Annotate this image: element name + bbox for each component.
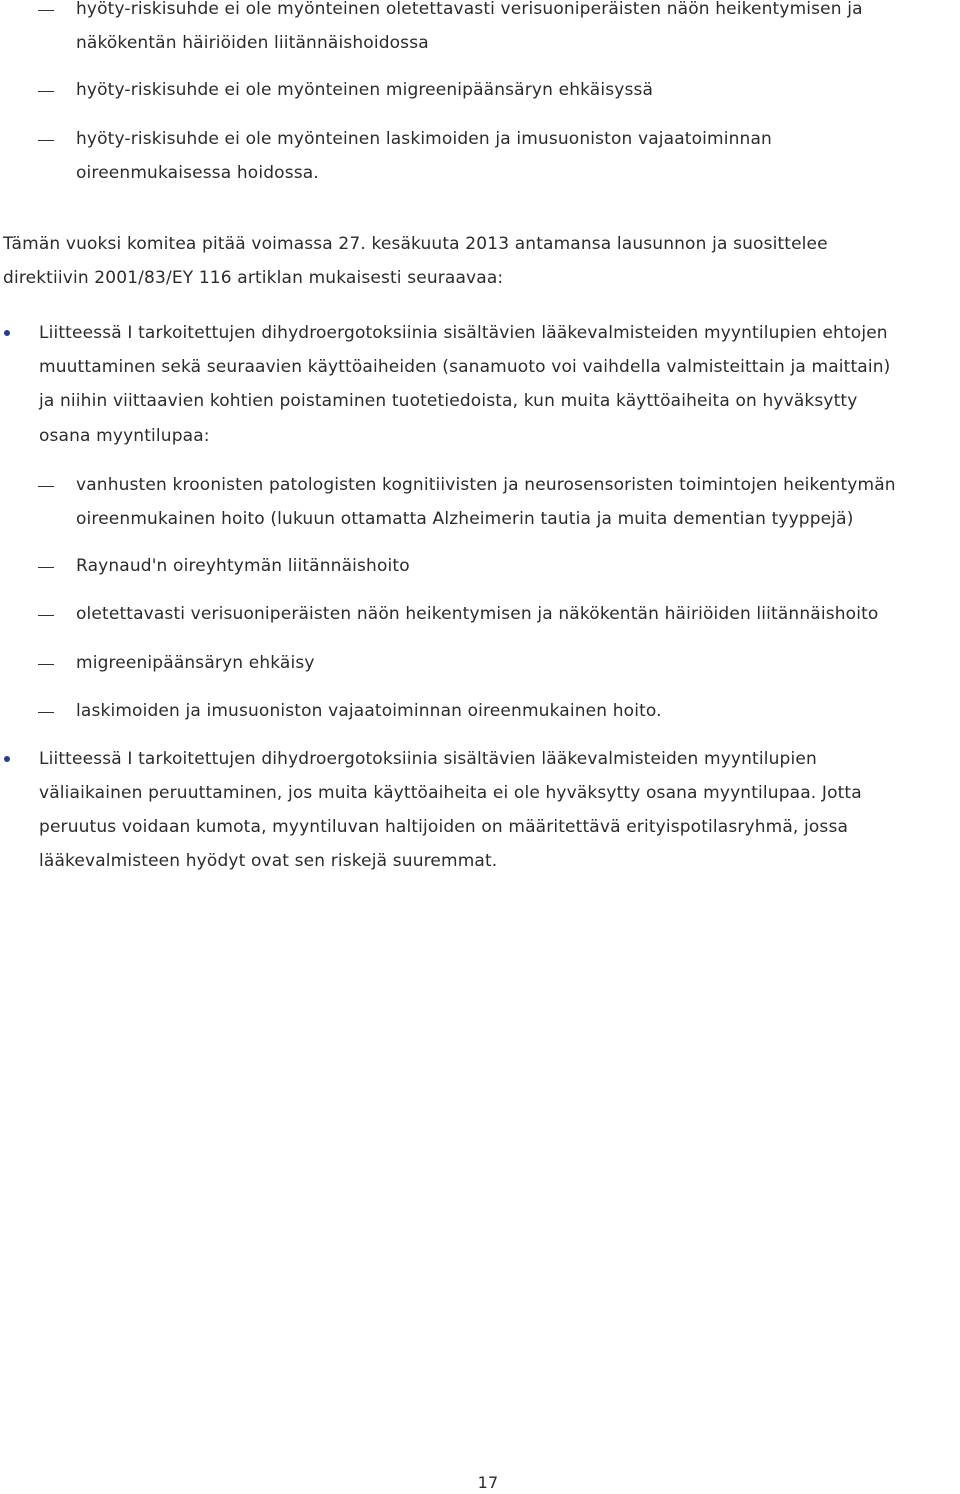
bullet-text-line: ja niihin viittaavien kohtien poistaminen tuotetiedoista, kun muita käyttöaiheita on hyväksytty [39,391,858,411]
bullet-text-line: peruutus voidaan kumota, myyntiluvan haltijoiden on määritettävä erityispotilasryhmä, jossa [39,817,849,837]
sub-list-line: Raynaud'n oireyhtymän liitännäishoito [76,556,410,576]
list-item-line: hyöty-riskisuhde ei ole myönteinen laskimoiden ja imusuoniston vajaatoiminnan [76,129,772,149]
paragraph-line: direktiivin 2001/83/EY 116 artiklan mukaisesti seuraavaa: [3,268,504,288]
bullet-text-line: Liitteessä I tarkoitettujen dihydroergotoksiinia sisältävien lääkevalmisteiden myyntilupien ehtojen [39,323,888,343]
bullet-marker [4,330,10,336]
sub-list-line: oireenmukainen hoito (lukuun ottamatta Alzheimerin tautia ja muita dementian tyyppejä) [76,509,854,529]
paragraph-line: Tämän vuoksi komitea pitää voimassa 27. kesäkuuta 2013 antamansa lausunnon ja suosittelee [3,234,828,254]
dash-marker [38,712,54,713]
bullet-text-line: muuttaminen sekä seuraavien käyttöaiheiden (sanamuoto voi vaihdella valmisteittain ja maittain) [39,357,891,377]
sub-list-line: migreenipäänsäryn ehkäisy [76,653,315,673]
dash-marker [38,615,54,616]
dash-marker [38,91,54,92]
sub-list-line: laskimoiden ja imusuoniston vajaatoiminnan oireenmukainen hoito. [76,701,662,721]
list-item-line: hyöty-riskisuhde ei ole myönteinen oletettavasti verisuoniperäisten näön heikentymisen ja [76,0,863,19]
sub-list-line: oletettavasti verisuoniperäisten näön heikentymisen ja näkökentän häiriöiden liitännäishoito [76,604,879,624]
bullet-text-line: lääkevalmisteen hyödyt ovat sen riskejä suuremmat. [39,851,498,871]
list-item-line: hyöty-riskisuhde ei ole myönteinen migreenipäänsäryn ehkäisyssä [76,80,654,100]
bullet-text-line: väliaikainen peruuttaminen, jos muita käyttöaiheita ei ole hyväksytty osana myyntilupaa. Jotta [39,783,862,803]
sub-list-line: vanhusten kroonisten patologisten kognitiivisten ja neurosensoristen toimintojen heikentymän [76,475,896,495]
bullet-text-line: osana myyntilupaa: [39,426,210,446]
page-number: 17 [477,1473,499,1492]
bullet-text-line: Liitteessä I tarkoitettujen dihydroergotoksiinia sisältävien lääkevalmisteiden myyntilupien [39,749,817,769]
dash-marker [38,567,54,568]
dash-marker [38,140,54,141]
bullet-marker [4,756,10,762]
list-item-line: oireenmukaisessa hoidossa. [76,163,319,183]
list-item-line: näkökentän häiriöiden liitännäishoidossa [76,33,429,53]
dash-marker [38,486,54,487]
dash-marker [38,10,54,11]
dash-marker [38,664,54,665]
